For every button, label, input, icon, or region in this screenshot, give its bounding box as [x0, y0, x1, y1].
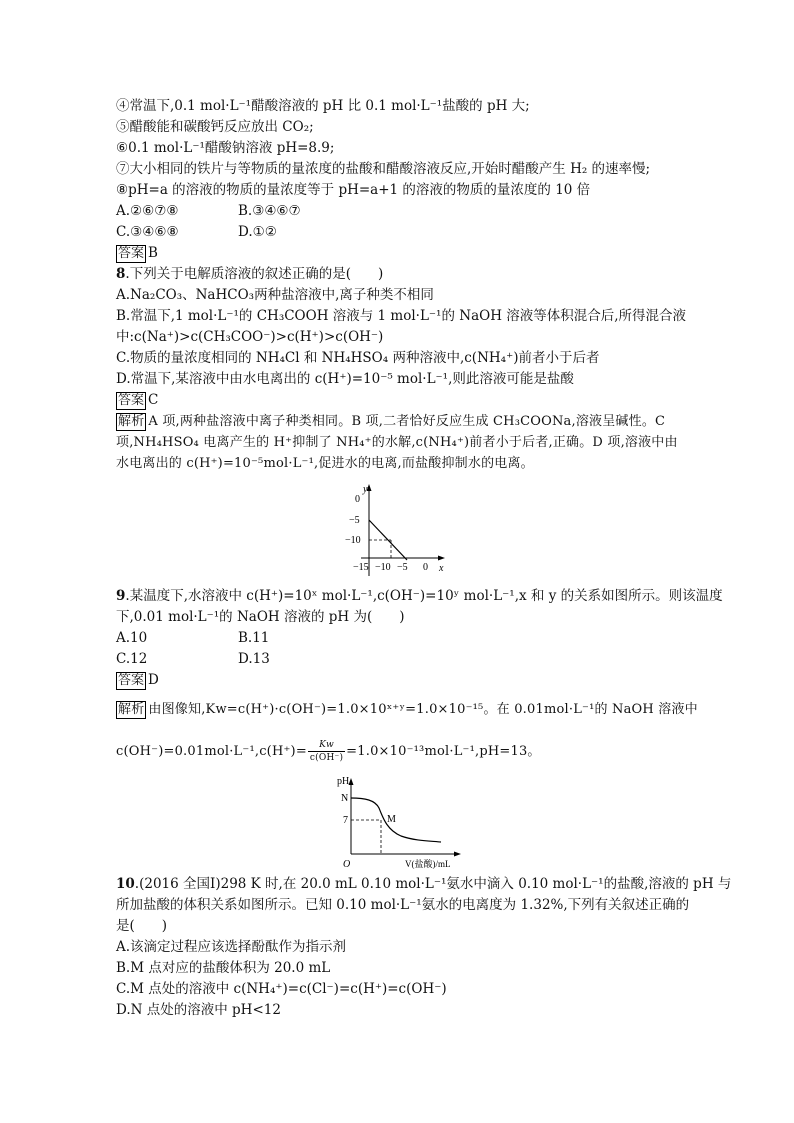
q8-answer-line: [116, 390, 682, 411]
q10-choice-d: D.N 点处的溶液中 pH<12: [116, 1002, 281, 1018]
q7-choice-a: A.②⑥⑦⑧: [116, 203, 179, 219]
q9-choices-row2: [116, 649, 682, 670]
q8-analysis-text: A 项,两种盐溶液中离子种类相同。B 项,二者恰好反应生成 CH₃COONa,溶液呈碱性。C 项,NH₄HSO₄ 电离产生的 H⁺抑制了 NH₄⁺的水解,c(NH₄⁺)前者小于后者,正确。D 项,溶液中由水电离出的 c(H⁺)=10⁻⁵mol·L⁻¹,促进水的电离,而盐酸抑制水的电离。: [116, 414, 678, 471]
q9-choice-a: A.10: [116, 630, 148, 646]
titration-graph: [116, 774, 682, 870]
n-label: N: [341, 793, 349, 804]
option-5: ⑤醋酸能和碳酸钙反应放出 CO₂;: [116, 119, 314, 135]
q8-choice-b-line1: B.常温下,1 mol·L⁻¹的 CH₃COOH 溶液与 1 mol·L⁻¹的 NaOH 溶液等体积混合后,所得混合液: [116, 308, 687, 324]
q9-stem-text1: .某温度下,水溶液中 c(H⁺)=10ˣ mol·L⁻¹,c(OH⁻)=10ʸ mol·L⁻¹,x 和 y 的关系如图所示。则该温度: [125, 588, 723, 604]
fraction-denominator: c(OH⁻): [309, 752, 344, 763]
q9-number: 9: [116, 588, 126, 604]
q8-number: 8: [116, 266, 126, 282]
ph-axis-label: pH: [337, 776, 350, 787]
q10-stem-line1: [116, 874, 732, 895]
q9-choice-b: B.11: [238, 630, 270, 646]
q10-stem-line2: 所加盐酸的体积关系如图所示。已知 0.10 mol·L⁻¹氨水的电离度为 1.32%,下列有关叙述正确的: [116, 897, 690, 913]
q8-choice-d: D.常温下,某溶液中由水电离出的 c(H⁺)=10⁻⁵ mol·L⁻¹,则此溶液可能是盐酸: [116, 371, 574, 387]
q9-answer-line: [116, 670, 682, 691]
x-axis-label: x: [439, 563, 444, 574]
q9-stem-line2: 下,0.01 mol·L⁻¹的 NaOH 溶液的 pH 为( ): [116, 609, 405, 625]
q9-choice-c: C.12: [116, 651, 148, 667]
answer-tag: 答案: [118, 673, 145, 688]
q7-choices-row2: [116, 222, 682, 243]
q9-choices-row1: [116, 628, 682, 649]
origin-label: O: [343, 859, 351, 870]
m-label: M: [387, 814, 396, 825]
x-tick-minus15: −15: [353, 562, 369, 573]
q10-stem-text1: .(2016 全国Ⅰ)298 K 时,在 20.0 mL 0.10 mol·L⁻¹氨水中滴入 0.10 mol·L⁻¹的盐酸,溶液的 pH 与: [134, 876, 732, 892]
analysis-tag: 解析: [118, 414, 145, 429]
q9-answer: D: [148, 672, 159, 688]
q7-answer: B: [148, 245, 158, 261]
q9-stem-line1: [116, 586, 723, 607]
q9-analysis-text1: 由图像知,Kw=c(H⁺)·c(OH⁻)=1.0×10ˣ⁺ʸ=1.0×10⁻¹⁵。在 0.01mol·L⁻¹的 NaOH 溶液中: [148, 702, 698, 717]
q7-choices-row1: [116, 201, 682, 222]
ph-axis-arrow: [349, 778, 354, 785]
q9-analysis-post: =1.0×10⁻¹³mol·L⁻¹,pH=13。: [346, 743, 541, 759]
y-tick-minus10: −10: [345, 535, 361, 546]
q7-answer-line: [116, 243, 682, 264]
option-8: ⑧pH=a 的溶液的物质的量浓度等于 pH=a+1 的溶液的物质的量浓度的 10 倍: [116, 182, 591, 198]
q8-choice-a: A.Na₂CO₃、NaHCO₃两种盐溶液中,离子种类不相同: [116, 287, 434, 303]
q7-choice-d: D.①②: [238, 224, 277, 240]
analysis-tag: 解析: [118, 702, 145, 717]
x-tick-minus10: −10: [375, 562, 391, 573]
y-tick-0: 0: [355, 494, 360, 505]
option-4: ④常温下,0.1 mol·L⁻¹醋酸溶液的 pH 比 0.1 mol·L⁻¹盐酸的 pH 大;: [116, 98, 530, 114]
q10-choice-c: C.M 点处的溶液中 c(NH₄⁺)=c(Cl⁻)=c(H⁺)=c(OH⁻): [116, 981, 447, 997]
document-page: [116, 96, 732, 1021]
q7-choice-c: C.③④⑥⑧: [116, 224, 179, 240]
q8-stem-text: .下列关于电解质溶液的叙述正确的是( ): [125, 266, 384, 282]
titration-curve: [351, 798, 441, 842]
answer-tag: 答案: [118, 246, 145, 261]
q9-analysis-pre: c(OH⁻)=0.01mol·L⁻¹,c(H⁺)=: [116, 743, 307, 759]
option-6: ⑥0.1 mol·L⁻¹醋酸钠溶液 pH=8.9;: [116, 140, 335, 156]
x-axis-arrow: [438, 556, 445, 561]
y-tick-minus5: −5: [349, 515, 360, 526]
q10-choice-a: A.该滴定过程应该选择酚酞作为指示剂: [116, 939, 347, 955]
q7-choice-b: B.③④⑥⑦: [238, 203, 301, 219]
q8-answer: C: [148, 392, 159, 408]
q8-stem: [116, 264, 682, 285]
q9-analysis-line2: [116, 734, 682, 768]
xy-graph: [116, 482, 682, 582]
volume-axis-arrow: [454, 852, 461, 857]
q8-analysis: [116, 411, 682, 474]
fraction-numerator: Kw: [319, 739, 334, 750]
answer-tag: 答案: [118, 393, 145, 408]
q10-stem-line3: 是( ): [116, 918, 168, 934]
q10-choice-b: B.M 点对应的盐酸体积为 20.0 mL: [116, 960, 331, 976]
q10-number: 10: [116, 876, 135, 892]
q9-analysis-line1: [116, 699, 698, 720]
x-tick-0: 0: [423, 562, 428, 573]
x-tick-minus5: −5: [397, 562, 408, 573]
volume-axis-label: V(盐酸)/mL: [405, 859, 451, 869]
q8-choice-b-line2: 中:c(Na⁺)>c(CH₃COO⁻)>c(H⁺)>c(OH⁻): [116, 329, 384, 345]
q8-choice-c: C.物质的量浓度相同的 NH₄Cl 和 NH₄HSO₄ 两种溶液中,c(NH₄⁺)前者小于后者: [116, 350, 600, 366]
seven-label: 7: [343, 815, 348, 826]
q9-choice-d: D.13: [238, 651, 270, 667]
y-axis-label: y: [363, 484, 368, 495]
option-7: ⑦大小相同的铁片与等物质的量浓度的盐酸和醋酸溶液反应,开始时醋酸产生 H₂ 的速率慢;: [116, 161, 651, 177]
fraction: [308, 739, 345, 764]
